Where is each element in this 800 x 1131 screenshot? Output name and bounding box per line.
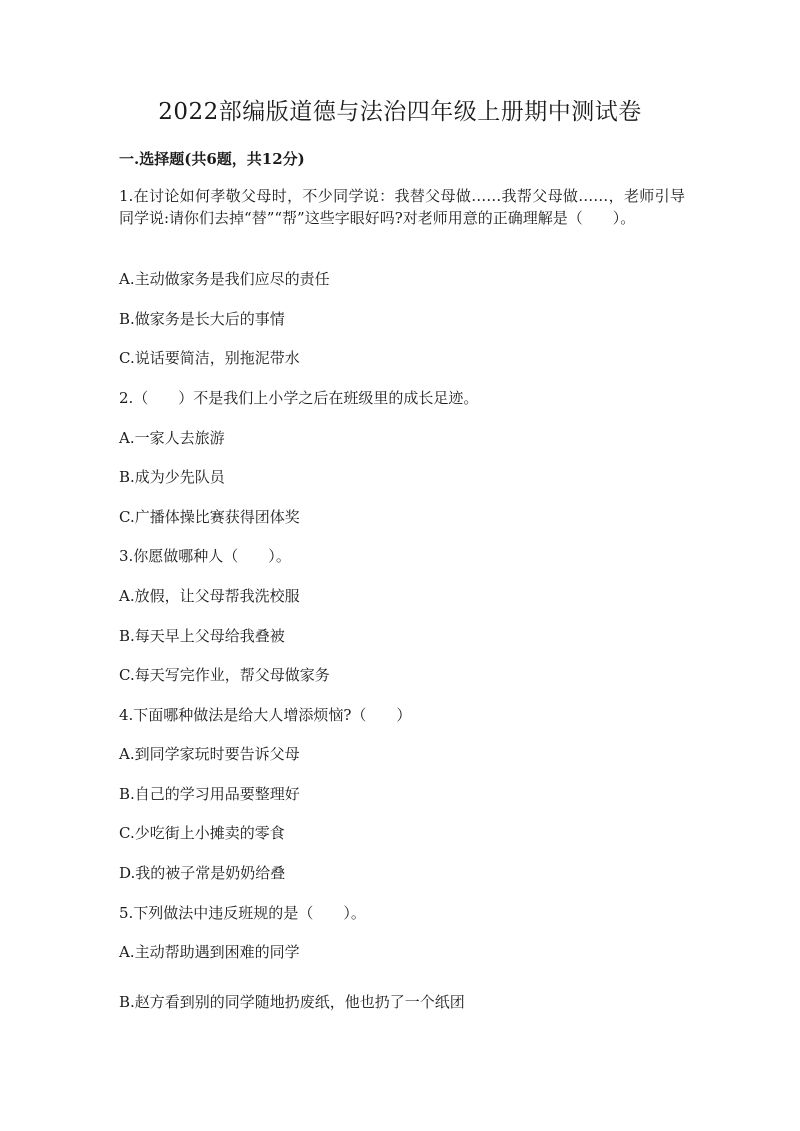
question-4-option-a: A.到同学家玩时要告诉父母	[119, 745, 300, 763]
question-4-option-d: D.我的被子常是奶奶给叠	[119, 864, 286, 882]
question-1-stem: 1.在讨论如何孝敬父母时，不少同学说：我替父母做……我帮父母做……，老师引导同学说:请你们去掉“替”“帮”这些字眼好吗?对老师用意的正确理解是（ ）。	[119, 187, 685, 227]
question-3-option-a: A.放假，让父母帮我洗校服	[119, 587, 300, 605]
question-3-stem: 3.你愿做哪种人（ ）。	[119, 547, 291, 565]
question-3-option-b: B.每天早上父母给我叠被	[119, 627, 285, 645]
question-4-stem: 4.下面哪种做法是给大人增添烦恼?（ ）	[119, 706, 412, 724]
question-3-option-c: C.每天写完作业，帮父母做家务	[119, 666, 330, 684]
question-5-option-b: B.赵方看到别的同学随地扔废纸，他也扔了一个纸团	[119, 993, 465, 1011]
section-heading: 一.选择题(共6题，共12分)	[119, 150, 305, 168]
question-4-option-c: C.少吃街上小摊卖的零食	[119, 824, 285, 842]
question-2-option-c: C.广播体操比赛获得团体奖	[119, 508, 300, 526]
page-title: 2022部编版道德与法治四年级上册期中测试卷	[158, 99, 642, 125]
question-2-stem: 2.（ ）不是我们上小学之后在班级里的成长足迹。	[119, 389, 479, 407]
question-1-option-a: A.主动做家务是我们应尽的责任	[119, 270, 330, 288]
question-2-option-a: A.一家人去旅游	[119, 429, 225, 447]
question-4-option-b: B.自己的学习用品要整理好	[119, 785, 300, 803]
question-5-stem: 5.下列做法中违反班规的是（ ）。	[119, 904, 366, 922]
question-5-option-a: A.主动帮助遇到困难的同学	[119, 943, 300, 961]
question-1-option-c: C.说话要简洁，别拖泥带水	[119, 349, 300, 367]
question-2-option-b: B.成为少先队员	[119, 468, 225, 486]
question-1-option-b: B.做家务是长大后的事情	[119, 310, 285, 328]
